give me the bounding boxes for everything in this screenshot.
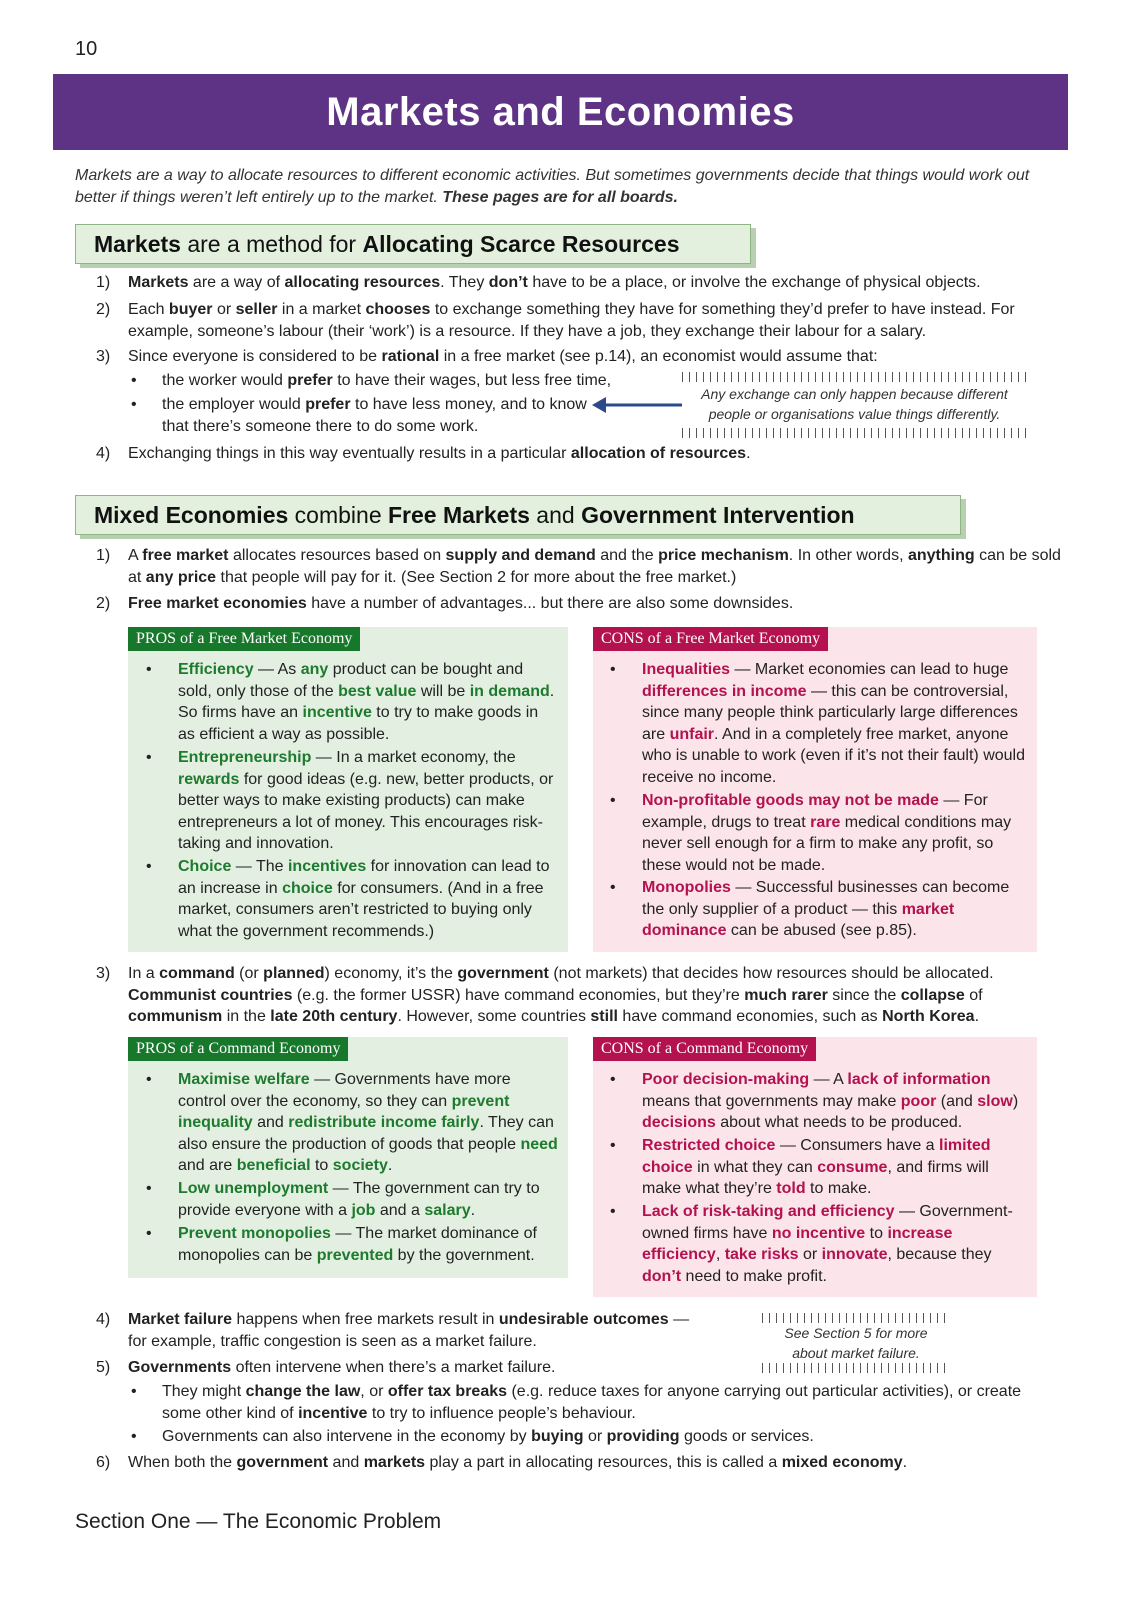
text-run: . In other words, <box>788 547 908 564</box>
text-run: and are <box>178 1157 237 1174</box>
bold-text: allocating resources <box>284 274 441 291</box>
highlight-text: Restricted choice <box>642 1137 776 1154</box>
text-run: to have their wages, but less free time, <box>332 372 612 389</box>
box-item-text <box>178 1180 540 1219</box>
s1-item-4 <box>128 443 1063 465</box>
hatch-border <box>682 372 1027 382</box>
text-run: , because they <box>887 1246 992 1263</box>
text-run: (e.g. reduce taxes for anyone carrying out particular activities), or create some other kind of <box>162 1383 1022 1422</box>
bullet-dot: • <box>131 1428 137 1445</box>
text-run: play a part in allocating resources, this is called a <box>425 1454 782 1471</box>
box-item <box>610 659 1027 788</box>
bold-text: any price <box>145 568 217 586</box>
s2-item-5-bullet-1 <box>162 1381 1042 1424</box>
text-run: for consumers. (And in a free market, consumers aren’t restricted to buying only what the government recommends.) <box>178 879 544 940</box>
text-run: can be sold at <box>128 547 1061 586</box>
bold-text: Markets <box>128 274 189 291</box>
highlight-text: limited choice <box>642 1137 991 1176</box>
bold-text: undesirable outcomes <box>498 1311 669 1328</box>
item-number: 2) <box>96 301 111 318</box>
bold-text: Governments <box>128 1359 232 1376</box>
box-label: CONS of a Free Market Economy <box>593 627 828 651</box>
box-item-text <box>178 749 553 852</box>
highlight-text: differences in income <box>642 682 807 700</box>
text-run: to try to make goods in as efficient a way as possible. <box>178 704 539 743</box>
text-run: product can be bought and sold, only those of the <box>178 661 524 700</box>
bold-text: prefer <box>287 372 333 389</box>
item-number: 4) <box>96 445 111 462</box>
box-label: CONS of a Command Economy <box>593 1037 816 1061</box>
hatch-border <box>682 428 1027 438</box>
box-label: PROS of a Free Market Economy <box>128 627 360 651</box>
bold-text: change the law <box>245 1383 361 1400</box>
highlight-text: innovate <box>821 1246 888 1263</box>
text-run: . They can also ensure the production of goods that people <box>178 1114 554 1153</box>
highlight-text: slow <box>977 1092 1013 1110</box>
bullet-dot: • <box>146 1071 152 1088</box>
highlight-text: Lack of risk-taking and efficiency <box>642 1203 895 1220</box>
text-run: — Successful businesses can become the only supplier of a product — this <box>642 879 1010 918</box>
bold-text: don’t <box>488 274 528 291</box>
bold-text: supply and demand <box>445 547 596 564</box>
highlight-text: choice <box>282 879 333 897</box>
text-run: ) <box>1012 1092 1019 1110</box>
text-run: that people will pay for it. (See Section 2 for more about the free market.) <box>216 568 737 586</box>
bold-text: command <box>159 965 235 982</box>
box-item-text <box>642 1071 1018 1131</box>
bullet-dot: • <box>146 858 152 875</box>
box-item <box>610 1069 1027 1134</box>
box-item <box>146 747 558 855</box>
page-number: 10 <box>75 38 98 60</box>
box-item-text <box>178 1225 537 1264</box>
box-item <box>146 1178 558 1221</box>
heading-part: are a method for <box>180 230 363 257</box>
title-banner <box>53 74 1068 150</box>
text-run: have command economies, such as <box>617 1008 883 1025</box>
intro-paragraph <box>75 165 1065 209</box>
item-number: 2) <box>96 595 111 612</box>
text-run: , <box>715 1246 725 1263</box>
bold-text: North Korea <box>882 1008 975 1025</box>
heading-part: and <box>529 501 582 528</box>
bold-text: Communist countries <box>128 986 293 1004</box>
highlight-text: prevent inequality <box>178 1092 510 1131</box>
text-run: , or <box>360 1383 388 1400</box>
section-heading-markets <box>75 224 751 264</box>
bold-text: chooses <box>365 301 431 318</box>
bold-text: prefer <box>305 396 351 413</box>
bold-text: buying <box>531 1428 584 1445</box>
highlight-text: salary <box>424 1201 471 1219</box>
bullet-dot: • <box>131 372 137 389</box>
text-run: will be <box>416 682 470 700</box>
bold-text: planned <box>263 965 325 982</box>
bullet-dot: • <box>131 1383 137 1400</box>
text-run: or <box>583 1428 607 1445</box>
text-run: — In a market economy, the <box>311 749 516 766</box>
text-run: medical conditions may never sell enough for a firm to make any profit, so these would not be made. <box>642 813 1012 874</box>
highlight-text: prevented <box>316 1246 394 1264</box>
highlight-text: rewards <box>178 770 240 788</box>
text-run: . They <box>440 274 489 291</box>
bullet-dot: • <box>610 792 616 809</box>
item-number: 1) <box>96 274 111 291</box>
text-run: (and <box>936 1092 978 1110</box>
bold-text: collapse <box>900 986 965 1004</box>
text-run: — The government can try to provide everyone with a <box>178 1180 540 1219</box>
bold-text: rational <box>381 348 440 365</box>
text-run: . <box>387 1157 393 1174</box>
text-run: . <box>974 1008 980 1025</box>
text-run: — Governments have more control over the economy, so they can <box>178 1071 511 1110</box>
hatch-border <box>762 1363 950 1373</box>
heading-part: Markets <box>94 230 181 257</box>
note-text: See Section 5 for more about market failure. <box>784 1325 928 1361</box>
item-number: 4) <box>96 1311 111 1328</box>
text-run: to exchange something they have for something they’d prefer to have instead. For example, someone’s labour (their ‘work’) is a resource. If they have a job, they exchange their labour for a salary. <box>128 301 1015 340</box>
heading-part: Allocating Scarce Resources <box>362 230 680 257</box>
box-item-text <box>642 879 1009 939</box>
cons-command-economy-box <box>593 1037 1037 1297</box>
text-run: often intervene when there’s a market failure. <box>231 1359 556 1376</box>
highlight-text: need <box>520 1135 558 1153</box>
bullet-dot: • <box>610 1137 616 1154</box>
note-text: Any exchange can only happen because different people or organisations value things differently. <box>701 386 1008 422</box>
bullet-dot: • <box>610 879 616 896</box>
bullet-dot: • <box>146 749 152 766</box>
box-item-text <box>178 1071 558 1174</box>
highlight-text: Efficiency <box>178 661 254 678</box>
text-run: means that governments may make <box>642 1092 901 1110</box>
text-run: or <box>212 301 236 318</box>
box-item-text <box>642 1203 1013 1285</box>
highlight-text: poor <box>900 1092 937 1110</box>
item-number: 3) <box>96 965 111 982</box>
text-run: They might <box>162 1383 246 1400</box>
text-run: since the <box>827 986 901 1004</box>
text-run: — for example, traffic congestion is seen as a market failure. <box>128 1311 690 1350</box>
text-run: to have less money, and to know that there’s someone there to do some work. <box>162 396 587 435</box>
box-item <box>146 659 558 745</box>
bullet-dot: • <box>610 1203 616 1220</box>
highlight-text: increase efficiency <box>642 1224 953 1263</box>
highlight-text: Non-profitable goods may not be made <box>642 792 939 809</box>
text-run: (or <box>234 965 264 982</box>
text-run: in the <box>222 1008 271 1025</box>
text-run: need to make profit. <box>681 1267 827 1285</box>
box-item <box>610 1135 1027 1200</box>
s1-item-1 <box>128 272 1068 294</box>
text-run: allocates resources based on <box>228 547 446 564</box>
highlight-text: don’t <box>642 1267 682 1285</box>
text-run: — this can be controversial, since many people think particularly large differences are <box>642 682 1018 743</box>
s2-item-5-bullet-2 <box>162 1426 1042 1448</box>
item-number: 3) <box>96 348 111 365</box>
s2-item-6 <box>128 1452 1063 1474</box>
bold-text: price mechanism <box>658 547 789 564</box>
text-run: In a <box>128 965 160 982</box>
box-label: PROS of a Command Economy <box>128 1037 348 1061</box>
text-run: about what needs to be produced. <box>715 1114 963 1131</box>
text-run: — A <box>809 1071 848 1088</box>
highlight-text: unfair <box>669 725 715 743</box>
s1-bullet-1 <box>162 370 682 392</box>
s2-item-1 <box>128 545 1068 588</box>
box-item-text <box>178 858 549 940</box>
bold-text: allocation of resources <box>570 445 747 462</box>
item-number: 5) <box>96 1359 111 1376</box>
s1-bullet-2 <box>162 394 592 437</box>
text-run: the employer would <box>162 396 306 413</box>
bold-text: Market failure <box>128 1311 233 1328</box>
highlight-text: decisions <box>642 1114 716 1131</box>
text-run: — The market dominance of monopolies can be <box>178 1225 537 1264</box>
text-run: to <box>310 1157 333 1174</box>
text-run: the worker would <box>162 372 288 389</box>
text-run: Since everyone is considered to be <box>128 348 382 365</box>
text-run: , and firms will make what they’re <box>642 1158 989 1197</box>
box-item <box>146 856 558 942</box>
heading-part: Mixed Economies <box>94 501 289 528</box>
intro-bold: These pages are for all boards. <box>442 189 678 206</box>
highlight-text: lack of information <box>847 1071 991 1088</box>
pros-free-market-box <box>128 627 568 952</box>
bold-text: Free market economies <box>128 595 307 612</box>
text-run: . <box>470 1201 476 1219</box>
text-run: to try to influence people’s behaviour. <box>367 1404 636 1422</box>
hatch-border <box>762 1313 950 1323</box>
box-item-text <box>642 792 1011 874</box>
text-run: goods or services. <box>679 1428 814 1445</box>
text-run: by the government. <box>393 1246 535 1264</box>
highlight-text: Choice <box>178 858 232 875</box>
text-run: to make. <box>805 1180 872 1197</box>
cons-free-market-box <box>593 627 1037 952</box>
page-title: Markets and Economies <box>326 89 795 134</box>
text-run: . <box>746 445 751 462</box>
bullet-dot: • <box>146 1225 152 1242</box>
highlight-text: any <box>300 661 329 678</box>
bold-text: seller <box>235 301 278 318</box>
bullet-dot: • <box>146 1180 152 1197</box>
bold-text: still <box>590 1008 618 1025</box>
text-run: and the <box>595 547 659 564</box>
heading-part: combine <box>288 501 388 528</box>
box-item-text <box>178 661 554 743</box>
text-run: A <box>128 547 143 564</box>
text-run: (not markets) that decides how resources should be allocated. <box>548 965 994 982</box>
bold-text: buyer <box>168 301 213 318</box>
highlight-text: redistribute income fairly <box>288 1114 480 1131</box>
bold-text: late 20th century <box>270 1008 398 1025</box>
highlight-text: told <box>776 1180 806 1197</box>
bullet-dot: • <box>131 396 137 413</box>
text-run: When both the <box>128 1454 237 1471</box>
text-run: happens when free markets result in <box>232 1311 499 1328</box>
bold-text: government <box>457 965 549 982</box>
footer-section-title: Section One — The Economic Problem <box>75 1510 442 1533</box>
highlight-text: take risks <box>724 1246 799 1263</box>
text-run: or <box>798 1246 822 1263</box>
box-item <box>610 1201 1027 1287</box>
text-run: and <box>328 1454 364 1471</box>
text-run: Exchanging things in this way eventually results in a particular <box>128 445 571 462</box>
bullet-dot: • <box>610 1071 616 1088</box>
intro-text: Markets are a way to allocate resources to different economic activities. But sometimes governments decide that things would work out better if things weren’t left entirely up to the market. <box>75 167 1030 206</box>
text-run: . So firms have an <box>178 682 555 721</box>
s1-item-2 <box>128 299 1063 342</box>
box-item <box>146 1223 558 1266</box>
heading-part: Free Markets <box>388 501 530 528</box>
highlight-text: job <box>351 1201 376 1219</box>
left-arrow-icon <box>590 394 685 416</box>
text-run: ) economy, it’s the <box>324 965 458 982</box>
highlight-text: Prevent monopolies <box>178 1225 331 1242</box>
highlight-text: rare <box>810 813 841 831</box>
text-run: in what they can <box>692 1158 818 1176</box>
text-run: and a <box>375 1201 425 1219</box>
bold-text: offer tax breaks <box>387 1383 508 1400</box>
text-run: — The <box>231 858 288 875</box>
s1-item-3 <box>128 346 1063 368</box>
text-run: Each <box>128 301 169 318</box>
text-run: in a market <box>277 301 366 318</box>
text-run: — Consumers have a <box>775 1137 940 1154</box>
text-run: for innovation can lead to an increase in <box>178 858 550 897</box>
bullet-dot: • <box>146 661 152 678</box>
text-run: have to be a place, or involve the exchange of physical objects. <box>527 274 981 291</box>
bold-text: mixed economy <box>781 1454 903 1471</box>
bold-text: anything <box>907 547 975 564</box>
box-item <box>146 1069 558 1177</box>
highlight-text: Maximise welfare <box>178 1071 310 1088</box>
bold-text: communism <box>128 1008 223 1025</box>
bold-text: free market <box>142 547 229 564</box>
highlight-text: beneficial <box>236 1157 311 1174</box>
text-run: have a number of advantages... but there are also some downsides. <box>306 595 794 612</box>
text-run: — As <box>253 661 301 678</box>
bold-text: markets <box>363 1454 426 1471</box>
bold-text: providing <box>606 1428 680 1445</box>
box-item-text <box>642 1137 991 1197</box>
text-run: — For example, drugs to treat <box>642 792 988 831</box>
box-item <box>610 790 1027 876</box>
bullet-dot: • <box>610 661 616 678</box>
text-run: in a free market (see p.14), an economist would assume that: <box>439 348 878 365</box>
text-run: can be abused (see p.85). <box>726 922 917 939</box>
s2-item-2 <box>128 593 1063 615</box>
s2-item-4 <box>128 1309 708 1352</box>
text-run: for good ideas (e.g. new, better products, or better ways to make existing products) can make entrepreneurs a lot of money. This encourages risk-taking and innovation. <box>178 770 554 852</box>
highlight-text: incentive <box>302 704 372 721</box>
bold-text: much rarer <box>744 986 828 1004</box>
highlight-text: consume <box>817 1158 888 1176</box>
item-number: 1) <box>96 547 111 564</box>
highlight-text: Monopolies <box>642 879 731 896</box>
heading-part: Government Intervention <box>581 501 855 528</box>
side-note-market-failure <box>762 1313 950 1373</box>
highlight-text: no incentive <box>771 1224 866 1242</box>
highlight-text: in demand <box>469 682 550 700</box>
highlight-text: Entrepreneurship <box>178 749 312 766</box>
highlight-text: Low unemployment <box>178 1180 329 1197</box>
highlight-text: market dominance <box>642 900 955 939</box>
text-run: and <box>252 1114 289 1131</box>
highlight-text: Poor decision-making <box>642 1071 810 1088</box>
text-run: to <box>865 1224 888 1242</box>
highlight-text: incentives <box>287 858 367 875</box>
item-number: 6) <box>96 1454 111 1471</box>
bold-text: incentive <box>298 1404 368 1422</box>
text-run: . <box>902 1454 908 1471</box>
highlight-text: Inequalities <box>642 661 731 678</box>
text-run: — Market economies can lead to huge <box>730 661 1009 678</box>
highlight-text: society <box>332 1157 388 1174</box>
text-run: (e.g. the former USSR) have command economies, but they’re <box>292 986 745 1004</box>
s2-item-5 <box>128 1357 728 1379</box>
pros-command-economy-box <box>128 1037 568 1278</box>
s2-item-3 <box>128 963 1068 1028</box>
section-heading-mixed <box>75 495 961 535</box>
highlight-text: best value <box>338 682 417 700</box>
text-run: of <box>964 986 983 1004</box>
bold-text: government <box>236 1454 329 1471</box>
text-run: are a way of <box>188 274 285 291</box>
side-note-exchange <box>682 372 1027 438</box>
text-run: — Government-owned firms have <box>642 1203 1013 1242</box>
box-item <box>610 877 1027 942</box>
text-run: . And in a completely free market, anyone who is unable to work (even if it’s not their fault) would receive no income. <box>642 725 1026 786</box>
text-run: . However, some countries <box>397 1008 591 1025</box>
text-run: Governments can also intervene in the economy by <box>162 1428 532 1445</box>
box-item-text <box>642 661 1025 786</box>
